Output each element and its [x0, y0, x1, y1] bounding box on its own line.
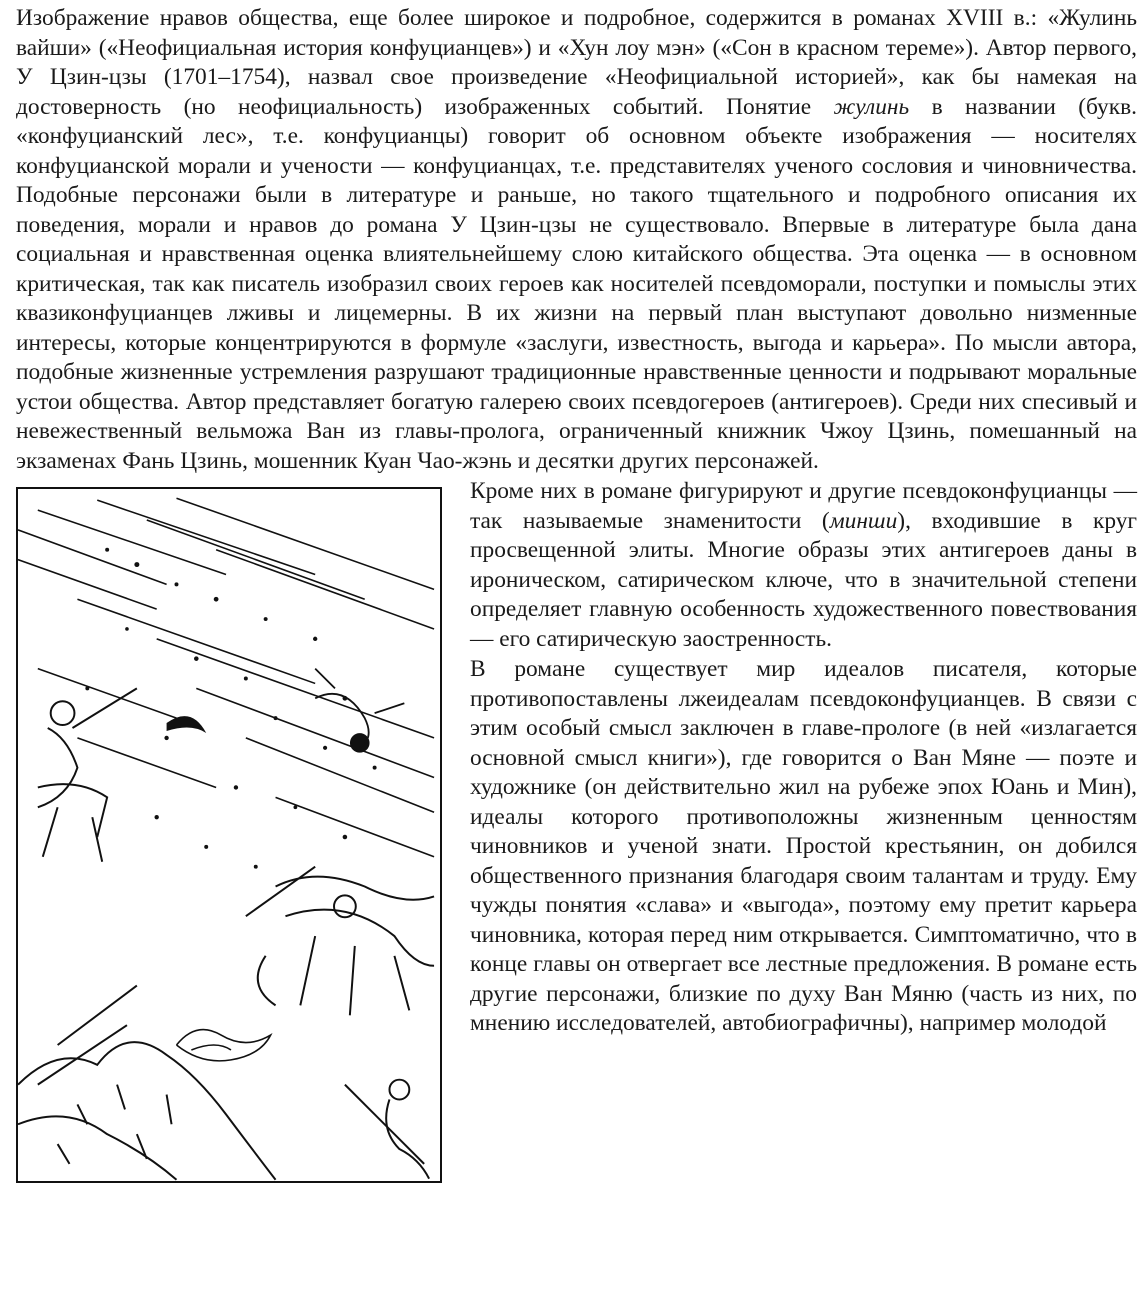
flying-figure	[315, 669, 404, 752]
rocky-hills	[18, 1042, 276, 1180]
paragraph-ideals: В романе существует мир идеалов писателя, которые противопоставлены лжеидеалам псевдоконфуцианцев. В связи с этим особый смысл заключен в главе-прологе (в ней «излагается основной смысл книги»), где говорится о Ван Мяне — поэте и художнике (он действительно жил на рубеже эпох Юань и Мин), идеалы которого противоположны жизненным ценностям чиновников и ученой знати. Простой крестьянин, он добился общественного признания благодаря своим талантам и труду. Ему чужды понятия «слава» и «выгода», поэтому ему претит карьера чиновника, которая перед ним открывается. Симптоматично, что в конце главы он отвергает все лестные предложения. В романе есть другие персонажи, близкие по духу Ван Мяню (часть из них, по мнению исследователей, автобиографичны), например молодой	[470, 656, 1137, 1036]
left-rider	[38, 688, 137, 861]
minshi-text-b: ), входившие в круг просвещенной элиты. Многие образы этих антигероев даны в ироническом, сатирическом ключе, что в значительной степени определяет главную особенность художественного повествования — его сатирическую заостренность.	[470, 507, 1137, 652]
paragraph-intro	[16, 4, 1137, 476]
term-minshi: минши	[829, 507, 898, 534]
intro-text-b: в названии (букв. «конфуцианский лес», т.е. конфуцианцы) говорит об основном объекте изображения — носителях конфуцианской морали и учености — конфуцианцах, т.е. представителях ученого сословия и чиновничества. Подобные персонажи были в литературе и раньше, но такого тщательного и подробного описания их поведения, морали и нравов до романа У Цзин-цзы не существовало. Впервые в литературе была дана социальная и нравственная оценка влиятельнейшему слою китайского общества. Эта оценка — в основном критическая, так как писатель изобразил своих героев как носителей псевдоморали, поступки и помыслы этих квазиконфуцианцев лживы и лицемерны. В их жизни на первый план выступают довольно низменные интересы, которые концентрируются в формуле «заслуги, известность, выгода и карьера». По мысли автора, подобные жизненные устремления разрушают традиционные нравственные ценности и подрывают моральные устои общества. Автор представляет богатую галерею своих псевдогероев (антигероев). Среди них спесивый и невежественный вельможа Ван из главы-пролога, ограниченный книжник Чжоу Цзинь, помешанный на экзаменах Фань Цзинь, мошенник Куан Чао-жэнь и десятки других персонажей.	[16, 93, 1137, 474]
arrow-streaks	[18, 498, 434, 857]
right-cavalry	[246, 867, 434, 1016]
battle-scene-drawing	[18, 489, 440, 1181]
intro-text-a: Изображение нравов общества, еще более широкое и подробное, содержится в романах XVIII в.: «Жулинь вайши» («Неофициальная история конфуцианцев») и «Хун лоу мэн» («Сон в красном тереме»). Автор первого, У Цзин-цзы (1701–1754), назвал свое произведение «Неофициальной историей», как бы намекая на достоверность (но неофициальность) изображенных событий. Понятие	[16, 5, 1137, 120]
kneeling-soldier	[386, 1080, 429, 1179]
cloud-swirl	[176, 1030, 270, 1061]
spears	[38, 986, 424, 1164]
woodcut-illustration	[16, 487, 442, 1183]
term-zhulin: жулинь	[833, 93, 910, 120]
crescent-mark	[167, 716, 207, 733]
debris-dots	[85, 548, 376, 869]
minshi-text-a: Кроме них в романе фигурируют и другие псевдоконфуцианцы — так называемые знаменитости (	[470, 478, 1137, 534]
illustrated-section	[16, 477, 1137, 1183]
